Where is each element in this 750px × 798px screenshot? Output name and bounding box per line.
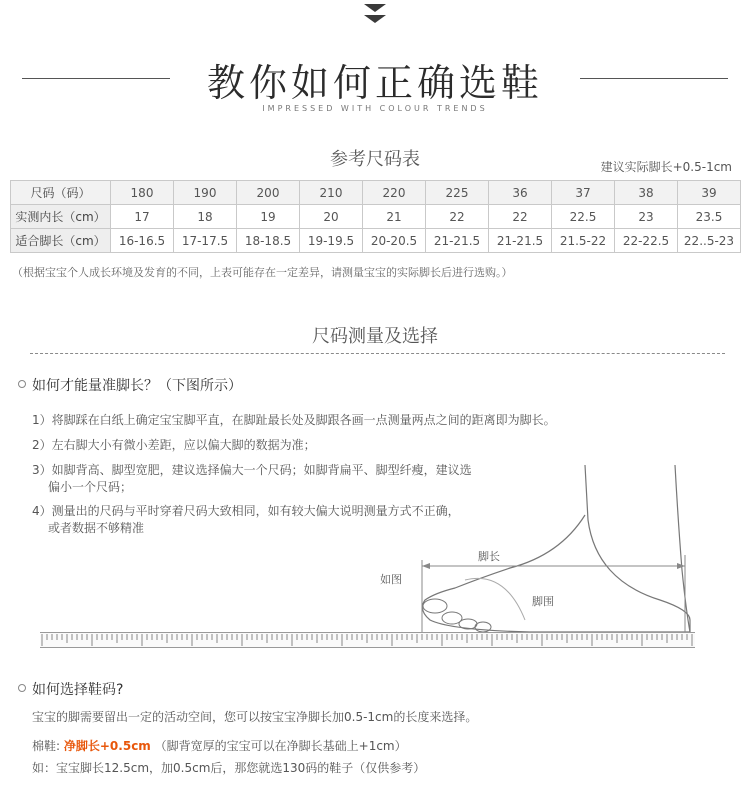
foot-length-label: 脚长 [478, 550, 500, 563]
toe-shape [423, 599, 447, 613]
table-row [11, 181, 741, 205]
size-table-remark: （根据宝宝个人成长环境及发育的不同，上表可能存在一定差异，请测量宝宝的实际脚长后进行选购。） [12, 266, 513, 279]
choose-example: 如：宝宝脚长12.5cm，加0.5cm后，那您就选130码的鞋子（仅供参考） [32, 761, 426, 775]
table-cell: 22.5 [552, 205, 615, 229]
measure-question [18, 375, 242, 395]
table-cell: 225 [426, 181, 489, 205]
ruler-ticks [40, 634, 695, 648]
table-cell: 19 [237, 205, 300, 229]
table-cell: 20-20.5 [363, 229, 426, 253]
step-4-cont: 或者数据不够精准 [48, 521, 145, 535]
arrow-left-icon [422, 563, 430, 569]
table-cell: 18 [174, 205, 237, 229]
choose-rule [32, 737, 407, 754]
girth-arc [465, 578, 525, 620]
table-cell: 22-22.5 [615, 229, 678, 253]
size-table [10, 180, 741, 253]
table-cell: 180 [111, 181, 174, 205]
row-header: 实测内长（cm） [11, 205, 111, 229]
table-cell: 19-19.5 [300, 229, 363, 253]
table-cell: 220 [363, 181, 426, 205]
step-4: 4）测量出的尺码与平时穿着尺码大致相同，如有较大偏大说明测量方式不正确， [32, 504, 460, 518]
rule-prefix: 棉鞋: [32, 739, 61, 753]
foot-illustration [360, 460, 710, 640]
chevron-down-icon [364, 4, 386, 12]
row-header: 尺码（码） [11, 181, 111, 205]
table-cell: 16-16.5 [111, 229, 174, 253]
table-cell: 23.5 [678, 205, 741, 229]
table-cell: 38 [615, 181, 678, 205]
step-3: 3）如脚背高、脚型宽肥，建议选择偏大一个尺码；如脚背扁平、脚型纤瘦，建议选 [32, 463, 472, 477]
table-cell: 36 [489, 181, 552, 205]
table-cell: 210 [300, 181, 363, 205]
table-cell: 190 [174, 181, 237, 205]
row-header: 适合脚长（cm） [11, 229, 111, 253]
step-1: 1）将脚踩在白纸上确定宝宝脚平直，在脚趾最长处及脚跟各画一点测量两点之间的距离即为脚长。 [32, 413, 556, 427]
step-3-cont: 偏小一个尺码； [48, 480, 133, 494]
table-cell: 17-17.5 [174, 229, 237, 253]
measure-question-text: 如何才能量准脚长？（下图所示） [32, 378, 242, 394]
heel-outline [585, 465, 690, 632]
table-cell: 37 [552, 181, 615, 205]
table-cell: 22 [426, 205, 489, 229]
table-cell: 22 [489, 205, 552, 229]
foot-girth-label: 脚围 [532, 595, 554, 608]
choose-question-text: 如何选择鞋码? [32, 682, 124, 698]
foot-top-outline [422, 515, 690, 632]
choose-intro: 宝宝的脚需要留出一定的活动空间，您可以按宝宝净脚长加0.5-1cm的长度来选择。 [32, 710, 478, 724]
rule-accent: 净脚长+0.5cm [63, 739, 151, 753]
table-cell: 20 [300, 205, 363, 229]
size-table-note: 建议实际脚长+0.5-1cm [600, 160, 732, 174]
table-cell: 18-18.5 [237, 229, 300, 253]
table-cell: 17 [111, 205, 174, 229]
chevron-down-icon [364, 15, 386, 23]
table-cell: 200 [237, 181, 300, 205]
step-2: 2）左右脚大小有微小差距，应以偏大脚的数据为准； [32, 438, 316, 452]
table-row [11, 229, 741, 253]
ruler [40, 632, 695, 648]
as-shown-label: 如图 [380, 573, 402, 586]
size-table-title: 参考尺码表 [330, 149, 420, 170]
table-row [11, 205, 741, 229]
toe-shape [459, 619, 477, 629]
table-cell: 21-21.5 [426, 229, 489, 253]
table-cell: 21 [363, 205, 426, 229]
table-cell: 39 [678, 181, 741, 205]
choose-question [18, 679, 123, 699]
circle-bullet-icon [18, 380, 26, 388]
toe-shape [475, 622, 491, 632]
table-cell: 21.5-22 [552, 229, 615, 253]
page-subtitle: IMPRESSED WITH COLOUR TRENDS [262, 104, 488, 113]
table-cell: 23 [615, 205, 678, 229]
dotted-divider [30, 353, 725, 354]
circle-bullet-icon [18, 684, 26, 692]
measure-section-title: 尺码测量及选择 [312, 326, 438, 347]
page-title: 教你如何正确选鞋 [206, 61, 543, 105]
rule-suffix: （脚背宽厚的宝宝可以在净脚长基础上+1cm） [154, 739, 407, 753]
table-cell: 22..5-23 [678, 229, 741, 253]
table-cell: 21-21.5 [489, 229, 552, 253]
